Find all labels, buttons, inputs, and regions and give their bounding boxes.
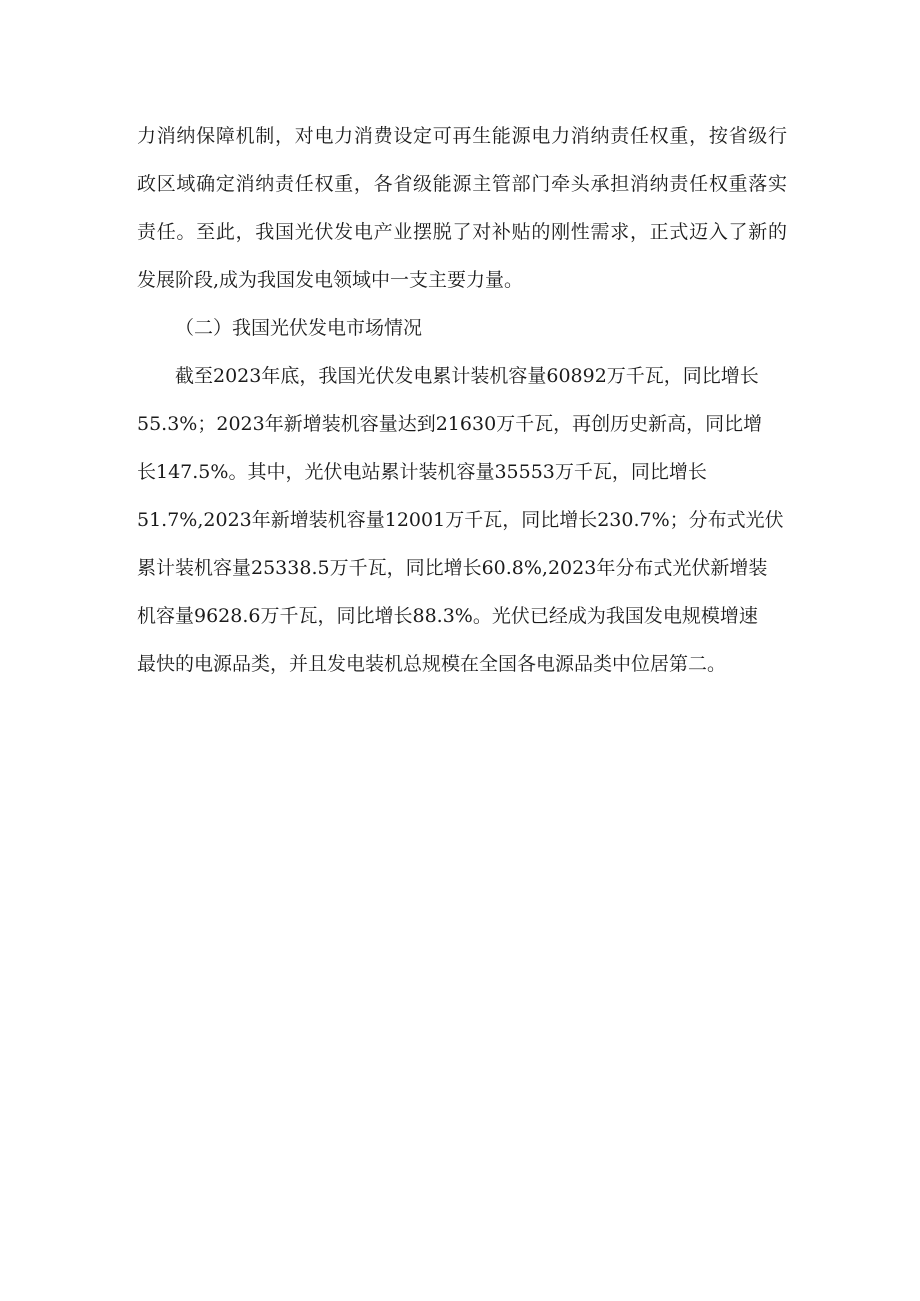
paragraph-line: 机容量9628.6万千瓦，同比增长88.3%。光伏已经成为我国发电规模增速 <box>137 605 758 627</box>
paragraph-line: 长147.5%。其中，光伏电站累计装机容量35553万千瓦，同比增长 <box>137 461 707 483</box>
paragraph-line: 政区域确定消纳责任权重，各省级能源主管部门牵头承担消纳责任权重落实 <box>137 173 787 195</box>
paragraph-line: 55.3%；2023年新增装机容量达到21630万千瓦，再创历史新高，同比增 <box>137 413 763 435</box>
paragraph-line: 力消纳保障机制，对电力消费设定可再生能源电力消纳责任权重，按省级行 <box>137 125 787 147</box>
document-body <box>137 112 787 688</box>
paragraph-line: 最快的电源品类，并且发电装机总规模在全国各电源品类中位居第二。 <box>137 653 727 675</box>
paragraph-line: 51.7%,2023年新增装机容量12001万千瓦，同比增长230.7%；分布式光伏 <box>137 509 784 531</box>
paragraph-line: 责任。至此，我国光伏发电产业摆脱了对补贴的刚性需求，正式迈入了新的 <box>137 221 787 243</box>
paragraph-line: 发展阶段,成为我国发电领域中一支主要力量。 <box>137 269 524 291</box>
paragraph-line: 累计装机容量25338.5万千瓦，同比增长60.8%,2023年分布式光伏新增装 <box>137 557 768 579</box>
paragraph-line: 截至2023年底，我国光伏发电累计装机容量60892万千瓦，同比增长 <box>175 365 759 387</box>
paragraph-1 <box>137 112 787 304</box>
section-heading: （二）我国光伏发电市场情况 <box>175 317 423 339</box>
paragraph-2 <box>137 352 787 688</box>
